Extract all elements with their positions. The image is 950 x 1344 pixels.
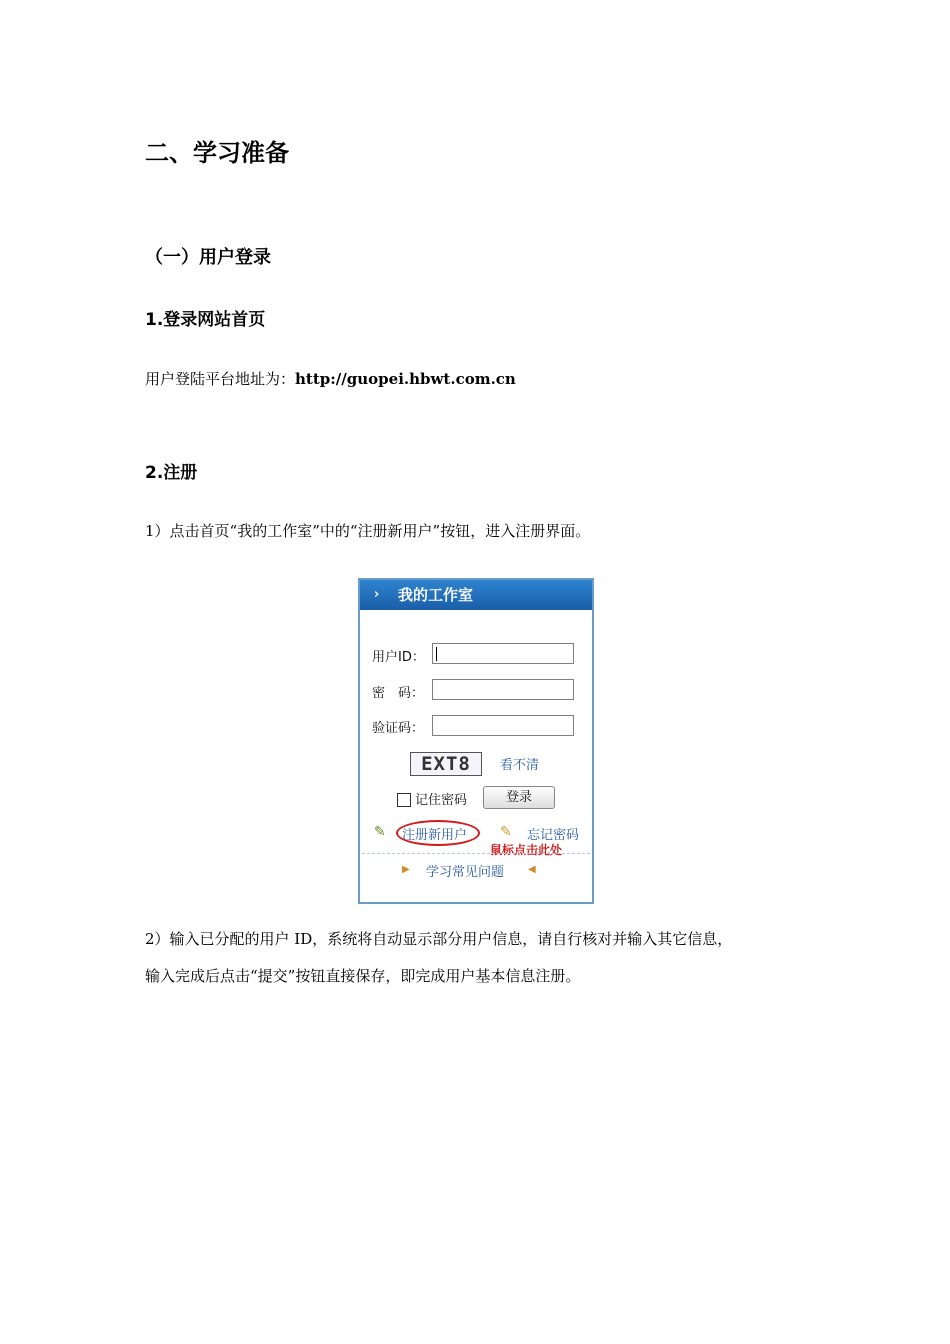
userid-input[interactable] (432, 643, 574, 664)
instruction-paragraph-2-line-2: 输入完成后点击“提交”按钮直接保存，即完成用户基本信息注册。 (145, 967, 581, 985)
login-button[interactable]: 登录 (483, 786, 555, 809)
highlight-ellipse (396, 820, 480, 846)
remember-password-checkbox[interactable] (397, 793, 411, 807)
arrow-left-icon: ◀ (528, 864, 536, 875)
login-widget-screenshot (358, 578, 594, 904)
divider (362, 853, 590, 854)
text-caret (436, 647, 437, 661)
forgot-password-link[interactable]: 忘记密码 (527, 828, 580, 843)
section-heading: 二、学习准备 (145, 139, 289, 167)
arrow-right-icon: ▶ (402, 864, 410, 875)
key-icon: ✎ (500, 824, 512, 840)
widget-title: 我的工作室 (398, 586, 474, 604)
address-prefix: 用户登陆平台地址为： (145, 370, 296, 388)
widget-header (360, 580, 592, 610)
chevron-right-icon: › (374, 587, 380, 602)
password-label: 密 码： (372, 686, 425, 701)
step-heading-login: 1.登录网站首页 (145, 310, 266, 330)
pencil-icon: ✎ (374, 824, 386, 840)
captcha-image: EXT8 (410, 752, 482, 776)
refresh-captcha-link[interactable]: 看不清 (500, 758, 540, 773)
address-paragraph (145, 368, 516, 389)
step-heading-register: 2.注册 (145, 463, 198, 483)
instruction-paragraph-1: 1）点击首页“我的工作室”中的“注册新用户”按钮，进入注册界面。 (145, 522, 591, 540)
captcha-input[interactable] (432, 715, 574, 736)
faq-link[interactable]: 学习常见问题 (426, 865, 505, 880)
register-new-user-link[interactable]: 注册新用户 (402, 828, 468, 843)
instruction-paragraph-2-line-1: 2）输入已分配的用户 ID，系统将自动显示部分用户信息，请自行核对并输入其它信息， (145, 930, 733, 948)
click-hint: 鼠标点击此处 (490, 843, 563, 857)
remember-password-label: 记住密码 (415, 793, 468, 808)
subsection-heading: （一）用户登录 (145, 247, 271, 268)
userid-label: 用户ID： (372, 650, 425, 665)
password-input[interactable] (432, 679, 574, 700)
captcha-label: 验证码： (372, 721, 425, 736)
platform-url[interactable]: http://guopei.hbwt.com.cn (295, 370, 516, 388)
